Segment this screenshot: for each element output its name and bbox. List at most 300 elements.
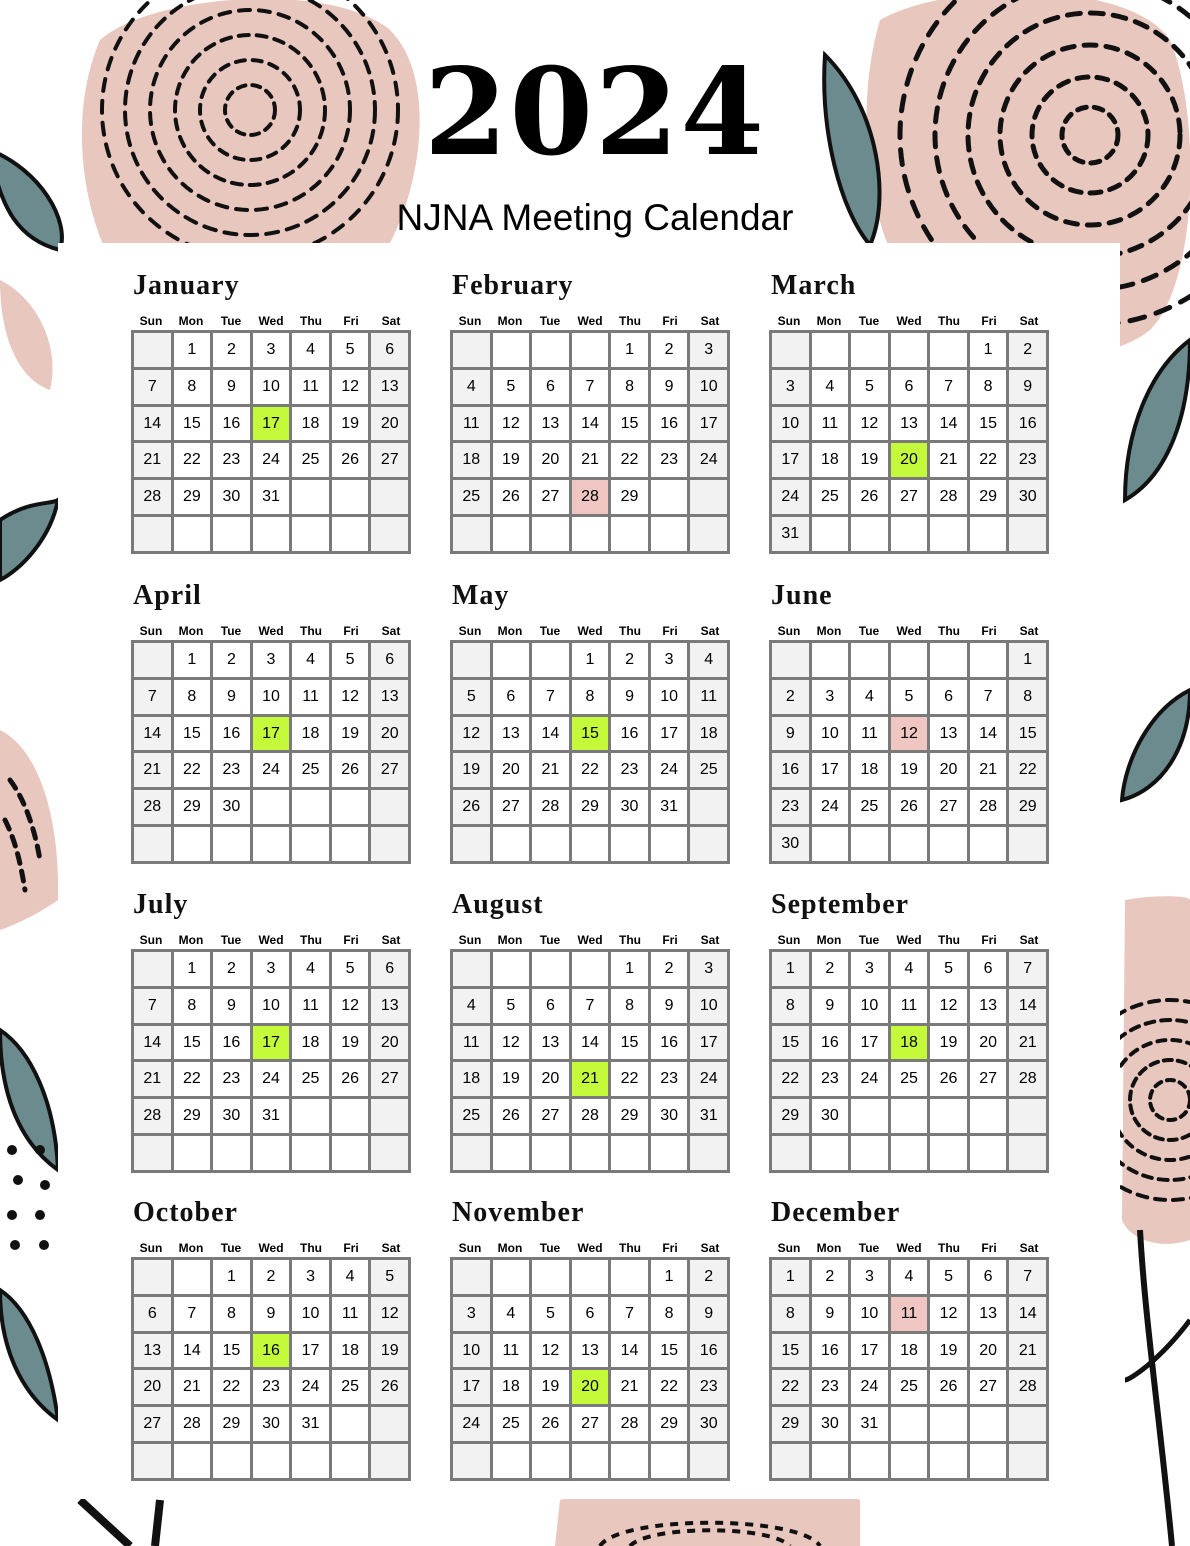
day-cell: 8: [213, 1297, 253, 1334]
weekday-label: Tue: [220, 624, 242, 638]
day-cell: 28: [572, 1099, 612, 1136]
day-cell: 30: [690, 1407, 730, 1444]
weekday-label: Wed: [896, 1241, 922, 1255]
empty-day-cell: [453, 643, 493, 680]
day-cell: 19: [453, 753, 493, 790]
day-cell: 3: [453, 1297, 493, 1334]
empty-day-cell: [332, 1099, 372, 1136]
empty-day-cell: [493, 643, 533, 680]
day-cell: 1: [572, 643, 612, 680]
month-name: May: [452, 580, 510, 611]
day-cell: 20: [532, 443, 572, 480]
day-cell: 26: [493, 480, 533, 517]
weekday-label: Tue: [220, 1241, 242, 1255]
day-cell: 24: [292, 1370, 332, 1407]
day-cell: 30: [213, 1099, 253, 1136]
day-cell: 6: [371, 333, 411, 370]
empty-day-cell: [572, 1444, 612, 1481]
day-cell: 19: [493, 1062, 533, 1099]
day-cell: 6: [930, 680, 970, 717]
day-cell: 23: [651, 1062, 691, 1099]
day-cell: 1: [174, 333, 214, 370]
day-cell: 30: [213, 790, 253, 827]
weekday-label: Sat: [381, 1241, 401, 1255]
weekday-label: Mon: [178, 624, 204, 638]
day-cell: 18: [292, 1026, 332, 1063]
day-cell: 31: [651, 790, 691, 827]
day-cell: 23: [213, 443, 253, 480]
empty-day-cell: [134, 517, 174, 554]
day-cell: 30: [1009, 480, 1049, 517]
day-cell: 28: [134, 1099, 174, 1136]
day-cell: 5: [332, 643, 372, 680]
day-cell: 21: [930, 443, 970, 480]
weekday-label: Sat: [1019, 314, 1039, 328]
day-cell: 22: [174, 753, 214, 790]
day-cell: 16: [1009, 407, 1049, 444]
month-grid: [450, 1257, 730, 1481]
day-cell: 28: [134, 790, 174, 827]
day-cell: 4: [891, 952, 931, 989]
day-cell: 13: [930, 717, 970, 754]
day-cell: 31: [851, 1407, 891, 1444]
day-cell: 21: [174, 1370, 214, 1407]
day-cell: 29: [772, 1099, 812, 1136]
empty-day-cell: [611, 827, 651, 864]
meeting-day-cell: 18: [891, 1026, 931, 1063]
empty-day-cell: [453, 333, 493, 370]
empty-day-cell: [651, 1136, 691, 1173]
empty-day-cell: [453, 952, 493, 989]
day-cell: 17: [292, 1334, 332, 1371]
day-cell: 28: [930, 480, 970, 517]
empty-day-cell: [213, 827, 253, 864]
empty-day-cell: [292, 1099, 332, 1136]
day-cell: 11: [812, 407, 852, 444]
day-cell: 31: [772, 517, 812, 554]
day-cell: 27: [930, 790, 970, 827]
day-cell: 11: [453, 407, 493, 444]
day-cell: 5: [851, 370, 891, 407]
meeting-day-cell: 20: [891, 443, 931, 480]
weekday-header: [769, 1241, 1049, 1255]
weekday-label: Sat: [1019, 933, 1039, 947]
weekday-label: Sun: [458, 314, 482, 328]
day-cell: 1: [611, 952, 651, 989]
empty-day-cell: [371, 1407, 411, 1444]
weekday-label: Sat: [1019, 624, 1039, 638]
day-cell: 5: [891, 680, 931, 717]
empty-day-cell: [532, 643, 572, 680]
day-cell: 18: [493, 1370, 533, 1407]
day-cell: 10: [772, 407, 812, 444]
empty-day-cell: [851, 1136, 891, 1173]
month-grid: [769, 330, 1049, 554]
day-cell: 11: [891, 989, 931, 1026]
month-grid: [131, 949, 411, 1173]
weekday-label: Thu: [300, 314, 322, 328]
day-cell: 30: [213, 480, 253, 517]
weekday-header: [131, 1241, 411, 1255]
empty-day-cell: [851, 643, 891, 680]
special-day-cell: 12: [891, 717, 931, 754]
day-cell: 15: [1009, 717, 1049, 754]
day-cell: 22: [174, 1062, 214, 1099]
empty-day-cell: [253, 1444, 293, 1481]
day-cell: 17: [851, 1334, 891, 1371]
day-cell: 9: [812, 1297, 852, 1334]
day-cell: 26: [371, 1370, 411, 1407]
empty-day-cell: [572, 827, 612, 864]
empty-day-cell: [332, 1136, 372, 1173]
month-name: January: [133, 270, 240, 301]
day-cell: 29: [174, 1099, 214, 1136]
day-cell: 27: [970, 1370, 1010, 1407]
weekday-label: Fri: [662, 933, 678, 947]
left-leaves: [0, 150, 62, 1420]
weekday-label: Thu: [938, 314, 960, 328]
weekday-label: Mon: [178, 1241, 204, 1255]
day-cell: 21: [134, 443, 174, 480]
empty-day-cell: [970, 1444, 1010, 1481]
month-grid: [131, 1257, 411, 1481]
page-title: 2024: [424, 42, 766, 183]
day-cell: 30: [812, 1099, 852, 1136]
day-cell: 9: [611, 680, 651, 717]
day-cell: 25: [891, 1062, 931, 1099]
day-cell: 22: [611, 1062, 651, 1099]
empty-day-cell: [332, 827, 372, 864]
empty-day-cell: [930, 1407, 970, 1444]
day-cell: 16: [651, 407, 691, 444]
day-cell: 31: [292, 1407, 332, 1444]
day-cell: 1: [772, 1260, 812, 1297]
empty-day-cell: [930, 827, 970, 864]
empty-day-cell: [371, 1444, 411, 1481]
empty-day-cell: [453, 517, 493, 554]
empty-day-cell: [891, 827, 931, 864]
day-cell: 18: [690, 717, 730, 754]
empty-day-cell: [134, 1260, 174, 1297]
empty-day-cell: [891, 517, 931, 554]
empty-day-cell: [851, 517, 891, 554]
empty-day-cell: [1009, 1099, 1049, 1136]
day-cell: 24: [851, 1062, 891, 1099]
day-cell: 19: [930, 1026, 970, 1063]
weekday-label: Sat: [381, 624, 401, 638]
day-cell: 21: [1009, 1334, 1049, 1371]
day-cell: 8: [174, 989, 214, 1026]
day-cell: 9: [253, 1297, 293, 1334]
day-cell: 3: [253, 952, 293, 989]
day-cell: 18: [812, 443, 852, 480]
day-cell: 30: [651, 1099, 691, 1136]
day-cell: 14: [174, 1334, 214, 1371]
day-cell: 9: [772, 717, 812, 754]
day-cell: 16: [213, 1026, 253, 1063]
empty-day-cell: [213, 1136, 253, 1173]
day-cell: 6: [532, 370, 572, 407]
empty-day-cell: [611, 1136, 651, 1173]
month-name: February: [452, 270, 574, 301]
day-cell: 22: [174, 443, 214, 480]
day-cell: 9: [213, 680, 253, 717]
day-cell: 18: [453, 443, 493, 480]
empty-day-cell: [930, 1444, 970, 1481]
day-cell: 28: [532, 790, 572, 827]
day-cell: 7: [174, 1297, 214, 1334]
day-cell: 23: [690, 1370, 730, 1407]
day-cell: 25: [690, 753, 730, 790]
day-cell: 12: [332, 370, 372, 407]
day-cell: 15: [772, 1334, 812, 1371]
day-cell: 31: [253, 480, 293, 517]
day-cell: 2: [812, 1260, 852, 1297]
empty-day-cell: [532, 517, 572, 554]
day-cell: 30: [772, 827, 812, 864]
day-cell: 24: [453, 1407, 493, 1444]
empty-day-cell: [772, 1444, 812, 1481]
empty-day-cell: [651, 517, 691, 554]
empty-day-cell: [851, 827, 891, 864]
month-name: October: [133, 1197, 238, 1228]
empty-day-cell: [493, 1260, 533, 1297]
weekday-label: Fri: [981, 624, 997, 638]
day-cell: 5: [453, 680, 493, 717]
meeting-day-cell: 17: [253, 407, 293, 444]
day-cell: 25: [332, 1370, 372, 1407]
day-cell: 2: [772, 680, 812, 717]
empty-day-cell: [493, 1444, 533, 1481]
weekday-label: Wed: [258, 1241, 284, 1255]
empty-day-cell: [253, 1136, 293, 1173]
weekday-label: Mon: [497, 624, 523, 638]
special-day-cell: 11: [891, 1297, 931, 1334]
month-grid: [769, 1257, 1049, 1481]
day-cell: 21: [532, 753, 572, 790]
day-cell: 1: [1009, 643, 1049, 680]
day-cell: 25: [453, 480, 493, 517]
day-cell: 29: [970, 480, 1010, 517]
day-cell: 27: [970, 1062, 1010, 1099]
day-cell: 22: [651, 1370, 691, 1407]
day-cell: 26: [332, 1062, 372, 1099]
day-cell: 20: [371, 717, 411, 754]
weekday-label: Wed: [258, 624, 284, 638]
day-cell: 2: [611, 643, 651, 680]
weekday-label: Sun: [458, 624, 482, 638]
day-cell: 3: [690, 333, 730, 370]
day-cell: 6: [493, 680, 533, 717]
meeting-day-cell: 15: [572, 717, 612, 754]
empty-day-cell: [690, 517, 730, 554]
meeting-day-cell: 17: [253, 1026, 293, 1063]
day-cell: 6: [891, 370, 931, 407]
day-cell: 6: [371, 643, 411, 680]
weekday-label: Fri: [343, 933, 359, 947]
empty-day-cell: [651, 480, 691, 517]
empty-day-cell: [851, 1099, 891, 1136]
weekday-label: Tue: [858, 624, 880, 638]
day-cell: 20: [134, 1370, 174, 1407]
weekday-label: Tue: [858, 314, 880, 328]
empty-day-cell: [970, 643, 1010, 680]
day-cell: 20: [930, 753, 970, 790]
empty-day-cell: [213, 517, 253, 554]
empty-day-cell: [174, 517, 214, 554]
day-cell: 17: [812, 753, 852, 790]
day-cell: 27: [493, 790, 533, 827]
weekday-header: [450, 1241, 730, 1255]
month-grid: [131, 330, 411, 554]
weekday-label: Mon: [816, 314, 842, 328]
day-cell: 2: [253, 1260, 293, 1297]
day-cell: 6: [134, 1297, 174, 1334]
day-cell: 1: [611, 333, 651, 370]
empty-day-cell: [572, 1260, 612, 1297]
day-cell: 2: [690, 1260, 730, 1297]
day-cell: 6: [970, 1260, 1010, 1297]
day-cell: 12: [532, 1334, 572, 1371]
weekday-label: Sun: [139, 933, 163, 947]
day-cell: 19: [332, 407, 372, 444]
day-cell: 23: [213, 753, 253, 790]
empty-day-cell: [572, 333, 612, 370]
empty-day-cell: [891, 333, 931, 370]
empty-day-cell: [253, 790, 293, 827]
weekday-label: Sat: [700, 314, 720, 328]
day-cell: 6: [572, 1297, 612, 1334]
weekday-label: Tue: [539, 314, 561, 328]
empty-day-cell: [772, 1136, 812, 1173]
day-cell: 11: [851, 717, 891, 754]
empty-day-cell: [174, 827, 214, 864]
day-cell: 14: [572, 407, 612, 444]
weekday-label: Sat: [381, 933, 401, 947]
day-cell: 16: [611, 717, 651, 754]
empty-day-cell: [891, 1136, 931, 1173]
weekday-label: Wed: [258, 314, 284, 328]
weekday-label: Sun: [139, 1241, 163, 1255]
day-cell: 16: [213, 407, 253, 444]
weekday-header: [769, 624, 1049, 638]
day-cell: 10: [253, 989, 293, 1026]
weekday-label: Sat: [381, 314, 401, 328]
empty-day-cell: [134, 1136, 174, 1173]
day-cell: 27: [532, 1099, 572, 1136]
month-grid: [450, 640, 730, 864]
empty-day-cell: [930, 333, 970, 370]
day-cell: 19: [891, 753, 931, 790]
day-cell: 29: [1009, 790, 1049, 827]
day-cell: 18: [332, 1334, 372, 1371]
day-cell: 24: [651, 753, 691, 790]
day-cell: 23: [213, 1062, 253, 1099]
weekday-label: Mon: [497, 933, 523, 947]
day-cell: 16: [772, 753, 812, 790]
day-cell: 19: [371, 1334, 411, 1371]
day-cell: 14: [1009, 1297, 1049, 1334]
day-cell: 16: [651, 1026, 691, 1063]
empty-day-cell: [371, 1099, 411, 1136]
day-cell: 12: [851, 407, 891, 444]
day-cell: 20: [532, 1062, 572, 1099]
weekday-label: Sun: [777, 933, 801, 947]
empty-day-cell: [1009, 1136, 1049, 1173]
weekday-label: Fri: [662, 1241, 678, 1255]
day-cell: 4: [292, 643, 332, 680]
empty-day-cell: [371, 517, 411, 554]
day-cell: 14: [1009, 989, 1049, 1026]
empty-day-cell: [611, 1260, 651, 1297]
day-cell: 8: [970, 370, 1010, 407]
weekday-label: Sat: [700, 624, 720, 638]
weekday-label: Sat: [700, 933, 720, 947]
day-cell: 7: [532, 680, 572, 717]
empty-day-cell: [371, 1136, 411, 1173]
empty-day-cell: [812, 827, 852, 864]
day-cell: 25: [891, 1370, 931, 1407]
empty-day-cell: [532, 1136, 572, 1173]
day-cell: 8: [772, 1297, 812, 1334]
day-cell: 15: [772, 1026, 812, 1063]
day-cell: 22: [572, 753, 612, 790]
empty-day-cell: [292, 1444, 332, 1481]
special-day-cell: 28: [572, 480, 612, 517]
day-cell: 19: [493, 443, 533, 480]
day-cell: 25: [851, 790, 891, 827]
day-cell: 8: [1009, 680, 1049, 717]
day-cell: 26: [930, 1370, 970, 1407]
empty-day-cell: [891, 1099, 931, 1136]
day-cell: 9: [651, 989, 691, 1026]
day-cell: 26: [532, 1407, 572, 1444]
day-cell: 27: [532, 480, 572, 517]
day-cell: 23: [772, 790, 812, 827]
empty-day-cell: [332, 1407, 372, 1444]
day-cell: 28: [611, 1407, 651, 1444]
empty-day-cell: [1009, 1407, 1049, 1444]
empty-day-cell: [970, 1407, 1010, 1444]
day-cell: 7: [930, 370, 970, 407]
day-cell: 16: [690, 1334, 730, 1371]
empty-day-cell: [532, 1444, 572, 1481]
day-cell: 4: [493, 1297, 533, 1334]
empty-day-cell: [970, 517, 1010, 554]
empty-day-cell: [1009, 517, 1049, 554]
page-subtitle: NJNA Meeting Calendar: [396, 197, 794, 238]
day-cell: 10: [851, 1297, 891, 1334]
day-cell: 8: [772, 989, 812, 1026]
day-cell: 20: [371, 1026, 411, 1063]
day-cell: 2: [213, 952, 253, 989]
day-cell: 7: [134, 370, 174, 407]
day-cell: 7: [1009, 952, 1049, 989]
weekday-label: Wed: [577, 1241, 603, 1255]
empty-day-cell: [453, 1260, 493, 1297]
day-cell: 21: [572, 443, 612, 480]
day-cell: 11: [292, 680, 332, 717]
day-cell: 24: [253, 443, 293, 480]
day-cell: 10: [453, 1334, 493, 1371]
day-cell: 27: [891, 480, 931, 517]
meeting-day-cell: 16: [253, 1334, 293, 1371]
day-cell: 11: [690, 680, 730, 717]
weekday-label: Thu: [938, 1241, 960, 1255]
day-cell: 18: [851, 753, 891, 790]
day-cell: 2: [812, 952, 852, 989]
day-cell: 26: [930, 1062, 970, 1099]
